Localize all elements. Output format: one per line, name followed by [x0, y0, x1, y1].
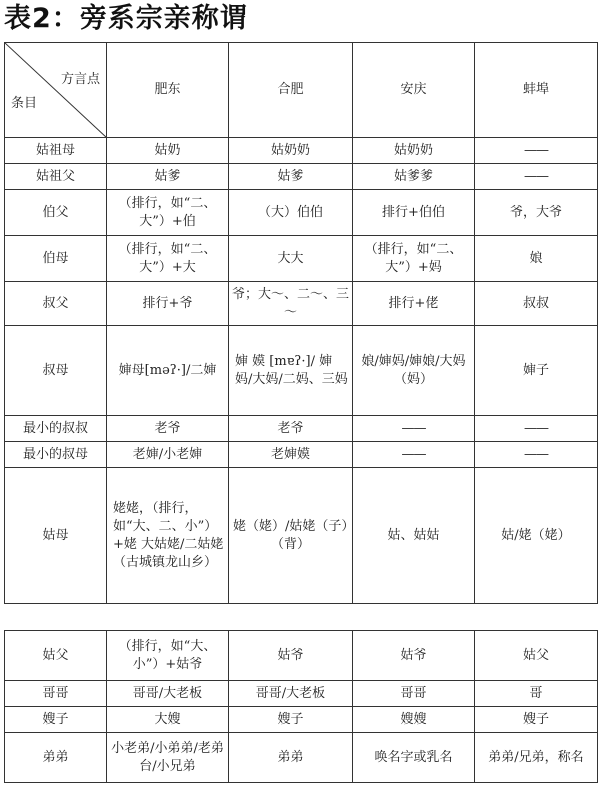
table-row	[5, 138, 598, 164]
cell-bengbu: ——	[475, 164, 598, 190]
table-row	[5, 733, 598, 783]
cell-hefei: 老爷	[229, 416, 353, 442]
row-item: 弟弟	[5, 733, 107, 783]
table-row	[5, 190, 598, 236]
header-anqing: 安庆	[353, 43, 475, 138]
row-item: 姑祖父	[5, 164, 107, 190]
cell-anqing: 排行+伯伯	[353, 190, 475, 236]
cell-hefei: 姑爹	[229, 164, 353, 190]
cell-hefei: 姥（姥）/姑姥（子）（背）	[229, 468, 353, 604]
cell-anqing: 姑奶奶	[353, 138, 475, 164]
table-row	[5, 468, 598, 604]
table-row	[5, 282, 598, 326]
row-item: 姑父	[5, 631, 107, 681]
cell-bengbu: 娘	[475, 236, 598, 282]
kinship-table	[4, 42, 598, 604]
cell-feidong: 排行+爷	[107, 282, 229, 326]
cell-bengbu: ——	[475, 416, 598, 442]
cell-hefei: 嫂子	[229, 707, 353, 733]
cell-anqing: 排行+佬	[353, 282, 475, 326]
corner-item-label: 条目	[11, 96, 38, 111]
cell-bengbu: 婶子	[475, 326, 598, 416]
row-item: 最小的叔母	[5, 442, 107, 468]
cell-bengbu: 爷，大爷	[475, 190, 598, 236]
cell-feidong: 大嫂	[107, 707, 229, 733]
cell-feidong: 老婶/小老婶	[107, 442, 229, 468]
cell-anqing: 娘/婶妈/婶娘/大妈（妈）	[353, 326, 475, 416]
header-feidong: 肥东	[107, 43, 229, 138]
cell-anqing: （排行，如“二、大”）+妈	[353, 236, 475, 282]
cell-bengbu: 弟弟/兄弟，称名	[475, 733, 598, 783]
cell-anqing: 嫂嫂	[353, 707, 475, 733]
cell-hefei: 爷；大～、二～、三～	[229, 282, 353, 326]
cell-anqing: 姑爷	[353, 631, 475, 681]
table-row	[5, 236, 598, 282]
row-item: 伯父	[5, 190, 107, 236]
table-title: 表2：旁系宗亲称谓	[4, 3, 248, 34]
cell-hefei: 大大	[229, 236, 353, 282]
cell-feidong: 姑爹	[107, 164, 229, 190]
cell-anqing: ——	[353, 442, 475, 468]
cell-feidong: 婶母[məʔ·]/二婶	[107, 326, 229, 416]
cell-bengbu: 嫂子	[475, 707, 598, 733]
cell-bengbu: 姑/姥（姥）	[475, 468, 598, 604]
cell-bengbu: 哥	[475, 681, 598, 707]
row-item: 伯母	[5, 236, 107, 282]
table-row	[5, 416, 598, 442]
row-item: 叔母	[5, 326, 107, 416]
row-item: 最小的叔叔	[5, 416, 107, 442]
table-row	[5, 681, 598, 707]
cell-feidong: （排行，如“二、大”）+伯	[107, 190, 229, 236]
cell-hefei: 姑奶奶	[229, 138, 353, 164]
table-row	[5, 326, 598, 416]
table-row	[5, 631, 598, 681]
table-row	[5, 442, 598, 468]
cell-anqing: 姑、姑姑	[353, 468, 475, 604]
row-item: 哥哥	[5, 681, 107, 707]
table-row	[5, 707, 598, 733]
corner-dialect-label: 方言点	[60, 72, 100, 87]
table-row	[5, 164, 598, 190]
kinship-table-continued	[4, 630, 598, 783]
cell-hefei: 老婶嫫	[229, 442, 353, 468]
row-item: 叔父	[5, 282, 107, 326]
cell-bengbu: ——	[475, 442, 598, 468]
cell-bengbu: 叔叔	[475, 282, 598, 326]
cell-feidong: 哥哥/大老板	[107, 681, 229, 707]
cell-feidong: 姥姥，（排行，如“大、二、小”）+姥 大姑姥/二姑姥（古城镇龙山乡）	[107, 468, 229, 604]
cell-feidong: 姑奶	[107, 138, 229, 164]
cell-hefei: 弟弟	[229, 733, 353, 783]
cell-anqing: 哥哥	[353, 681, 475, 707]
row-item: 姑祖母	[5, 138, 107, 164]
cell-bengbu: 姑父	[475, 631, 598, 681]
cell-bengbu: ——	[475, 138, 598, 164]
row-item: 嫂子	[5, 707, 107, 733]
cell-feidong: 小老弟/小弟弟/老弟台/小兄弟	[107, 733, 229, 783]
cell-anqing: 姑爹爹	[353, 164, 475, 190]
cell-feidong: （排行，如“大、小”）+姑爷	[107, 631, 229, 681]
cell-hefei: 婶 嫫 [mɐʔ·]/ 婶妈/大妈/二妈、三妈	[229, 326, 353, 416]
cell-anqing: 唤名字或乳名	[353, 733, 475, 783]
cell-hefei: （大）伯伯	[229, 190, 353, 236]
cell-anqing: ——	[353, 416, 475, 442]
header-corner-cell	[5, 43, 107, 138]
row-item: 姑母	[5, 468, 107, 604]
corner-diagonal	[5, 43, 107, 138]
table-header-row	[5, 43, 598, 138]
cell-hefei: 姑爷	[229, 631, 353, 681]
cell-feidong: （排行，如“二、大”）+大	[107, 236, 229, 282]
header-bengbu: 蚌埠	[475, 43, 598, 138]
cell-hefei: 哥哥/大老板	[229, 681, 353, 707]
cell-feidong: 老爷	[107, 416, 229, 442]
header-hefei: 合肥	[229, 43, 353, 138]
